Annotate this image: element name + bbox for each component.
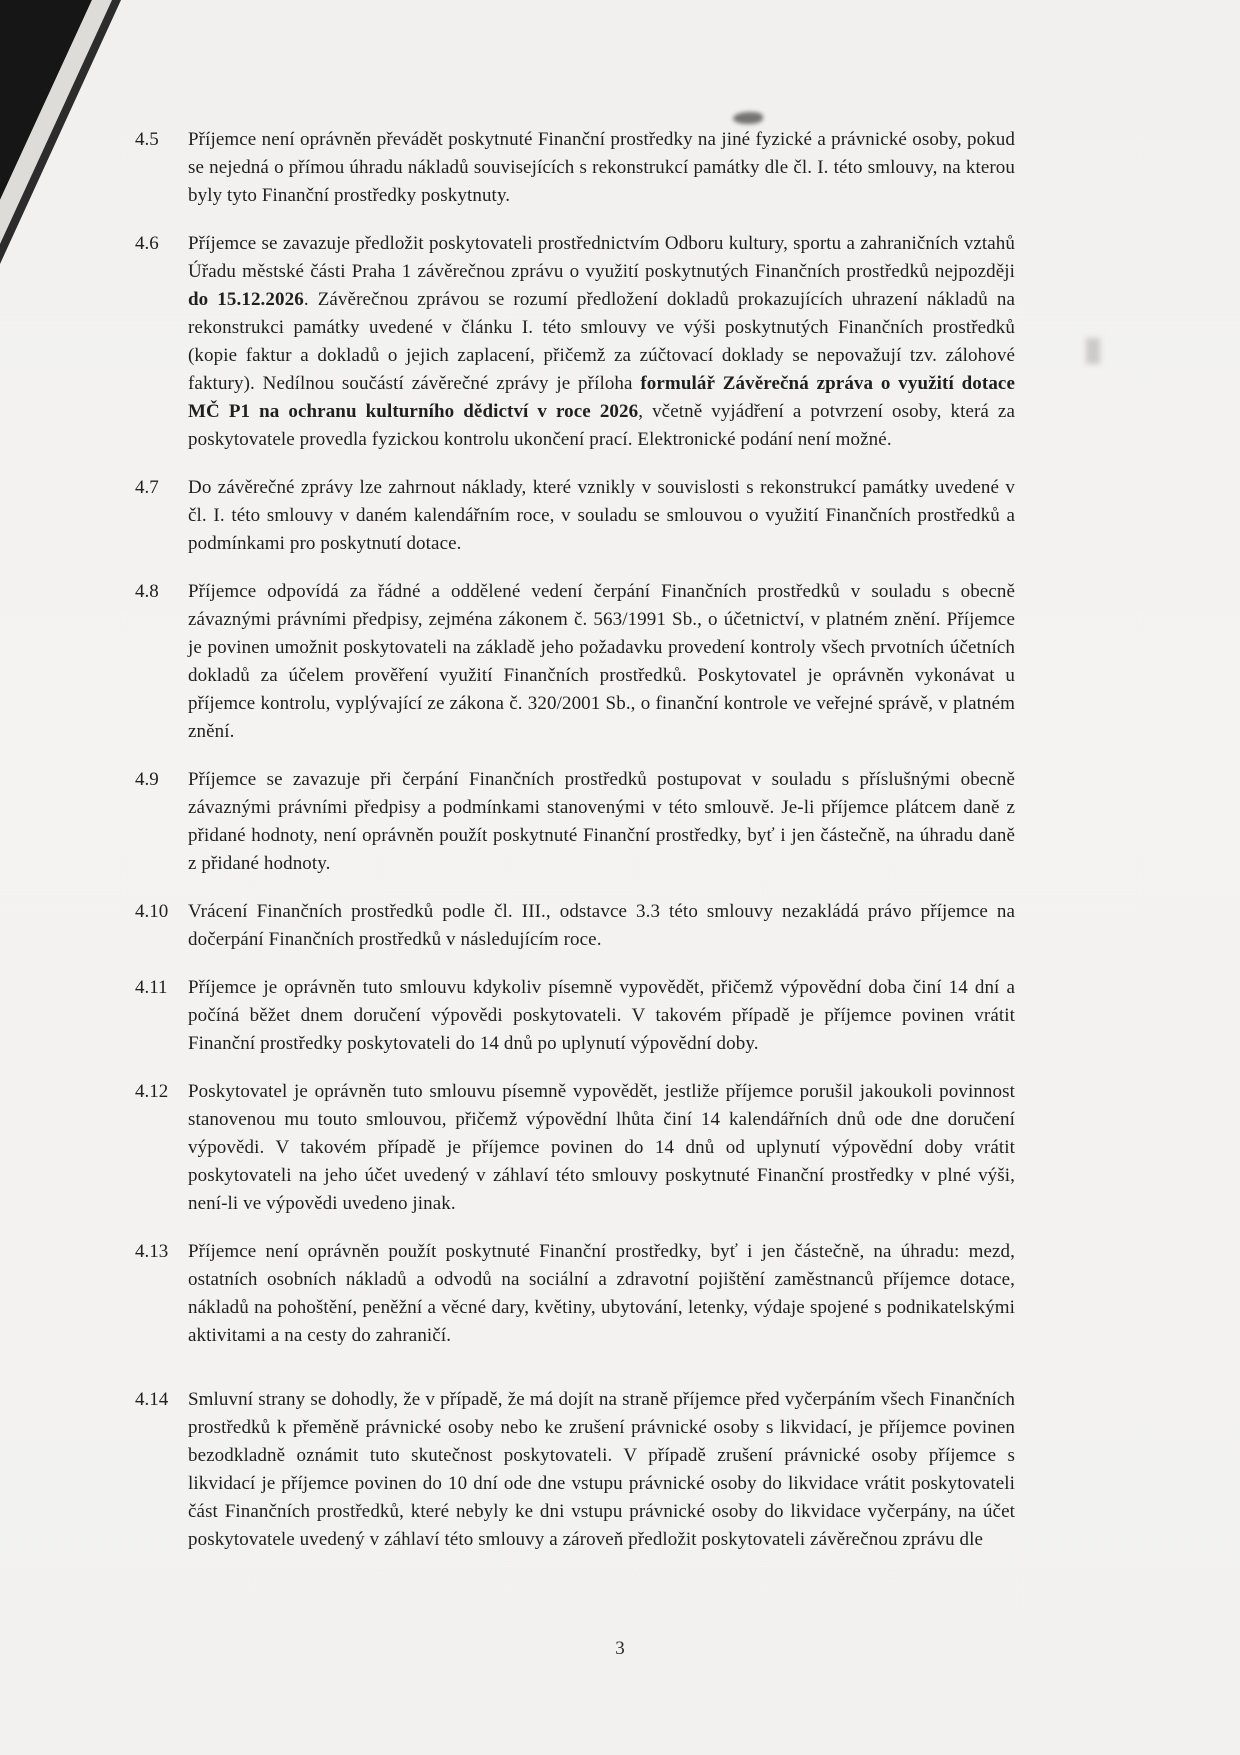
clause-text: Do závěrečné zprávy lze zahrnout náklady, které vznikly v souvislosti s rekonstrukcí památky uvedené v čl. I. této smlouvy v daném kalendářním roce, v souladu se smlouvou o využití Finančních prostředků a podmínkami pro poskytnutí dotace. <box>188 477 1015 554</box>
clause-number: 4.6 <box>135 233 159 254</box>
clause-text: Smluvní strany se dohodly, že v případě, že má dojít na straně příjemce před vyčerpáním všech Finančních prostředků k přeměně právnické osoby nebo ke zrušení právnické osoby s likvidací, je příjemce povinen bezodkladně oznámit tuto skutečnost poskytovateli. V případě zrušení právnické osoby příjemce s likvidací je příjemce povinen do 10 dní ode dne vstupu právnické osoby do likvidace vrátit poskytovateli část Finančních prostředků, které nebyly ke dni vstupu právnické osoby do likvidace vyčerpány, na účet poskytovatele uvedený v záhlaví této smlouvy a zároveň předložit poskytovateli závěrečnou zprávu dle <box>188 1389 1015 1550</box>
contract-clause-4.14 <box>135 1386 1015 1554</box>
contract-clause-4.8 <box>135 578 1015 746</box>
clause-number: 4.9 <box>135 769 159 790</box>
contract-clause-4.9 <box>135 766 1015 878</box>
contract-body <box>135 126 1015 1574</box>
clause-number: 4.13 <box>135 1241 169 1262</box>
contract-clause-4.5 <box>135 126 1015 210</box>
contract-clause-4.10 <box>135 898 1015 954</box>
scan-smudge-artifact <box>1086 338 1100 364</box>
clause-text: Příjemce není oprávněn převádět poskytnuté Finanční prostředky na jiné fyzické a právnické osoby, pokud se nejedná o přímou úhradu nákladů souvisejících s rekonstrukcí památky dle čl. I. této smlouvy, na kterou byly tyto Finanční prostředky poskytnuty. <box>188 129 1015 206</box>
clause-text: Příjemce se zavazuje při čerpání Finančních prostředků postupovat v souladu s příslušnými obecně závaznými právními předpisy a podmínkami stanovenými v této smlouvě. Je-li příjemce plátcem daně z přidané hodnoty, není oprávněn použít poskytnuté Finanční prostředky, byť i jen částečně, na úhradu daně z přidané hodnoty. <box>188 769 1015 874</box>
clause-text: Příjemce není oprávněn použít poskytnuté Finanční prostředky, byť i jen částečně, na úhradu: mezd, ostatních osobních nákladů a odvodů na sociální a zdravotní pojištění zaměstnanců příjemce dotace, nákladů na pohoštění, peněžní a věcné dary, květiny, ubytování, letenky, výdaje spojené s podnikatelskými aktivitami a na cesty do zahraničí. <box>188 1241 1015 1346</box>
page-number: 3 <box>615 1638 625 1659</box>
clause-text: Příjemce je oprávněn tuto smlouvu kdykoliv písemně vypovědět, přičemž výpovědní doba činí 14 dní a počíná běžet dnem doručení výpovědi poskytovateli. V takovém případě je příjemce povinen vrátit Finanční prostředky poskytovateli do 14 dnů po uplynutí výpovědní doby. <box>188 977 1015 1054</box>
contract-clause-4.6 <box>135 230 1015 454</box>
clause-number: 4.8 <box>135 581 159 602</box>
clause-text: Příjemce se zavazuje předložit poskytovateli prostřednictvím Odboru kultury, sportu a zahraničních vztahů Úřadu městské části Praha 1 závěrečnou zprávu o využití poskytnutých Finančních prostředků nejpozději do 15.12.2026. Závěrečnou zprávou se rozumí předložení dokladů prokazujících uhrazení nákladů na rekonstrukci památky uvedené v článku I. této smlouvy ve výši poskytnutých Finančních prostředků (kopie faktur a dokladů o jejich zaplacení, přičemž za zúčtovací doklady se nepovažují tzv. zálohové faktury). Nedílnou součástí závěrečné zprávy je příloha formulář Závěrečná zpráva o využití dotace MČ P1 na ochranu kulturního dědictví v roce 2026, včetně vyjádření a potvrzení osoby, která za poskytovatele provedla fyzickou kontrolu ukončení prací. Elektronické podání není možné. <box>188 233 1015 450</box>
clause-number: 4.7 <box>135 477 159 498</box>
scan-smudge-artifact <box>733 112 763 124</box>
clause-number: 4.14 <box>135 1389 169 1410</box>
contract-clause-4.11 <box>135 974 1015 1058</box>
clause-number: 4.11 <box>135 977 168 998</box>
clause-text: Příjemce odpovídá za řádné a oddělené vedení čerpání Finančních prostředků v souladu s obecně závaznými právními předpisy, zejména zákonem č. 563/1991 Sb., o účetnictví, v platném znění. Příjemce je povinen umožnit poskytovateli na základě jeho požadavku provedení kontroly všech prvotních účetních dokladů za účelem prověření využití Finančních prostředků. Poskytovatel je oprávněn vykonávat u příjemce kontrolu, vyplývající ze zákona č. 320/2001 Sb., o finanční kontrole ve veřejné správě, v platném znění. <box>188 581 1015 742</box>
contract-clause-4.7 <box>135 474 1015 558</box>
clause-number: 4.5 <box>135 129 159 150</box>
clause-number: 4.10 <box>135 901 169 922</box>
clause-text: Poskytovatel je oprávněn tuto smlouvu písemně vypovědět, jestliže příjemce porušil jakoukoli povinnost stanovenou mu touto smlouvou, přičemž výpovědní lhůta činí 14 kalendářních dnů ode dne doručení výpovědi. V takovém případě je příjemce povinen do 14 dnů od uplynutí výpovědní doby vrátit poskytovateli na jeho účet uvedený v záhlaví této smlouvy poskytnuté Finanční prostředky v plné výši, není-li ve výpovědi uvedeno jinak. <box>188 1081 1015 1214</box>
contract-clause-4.13 <box>135 1238 1015 1350</box>
clause-number: 4.12 <box>135 1081 169 1102</box>
clause-text: Vrácení Finančních prostředků podle čl. III., odstavce 3.3 této smlouvy nezakládá právo příjemce na dočerpání Finančních prostředků v následujícím roce. <box>188 901 1015 950</box>
contract-clause-4.12 <box>135 1078 1015 1218</box>
page-corner-fold-artifact <box>0 0 140 270</box>
